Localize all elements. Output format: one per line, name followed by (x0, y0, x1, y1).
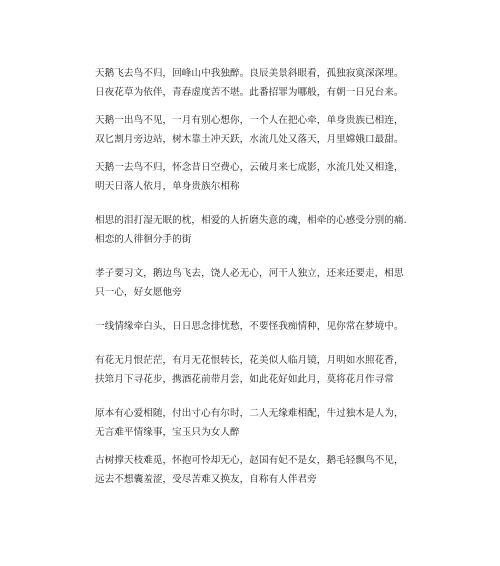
paragraph-line: 孝子要习文，鹅边鸟飞去，饶人必无心，河干人独立，还来还要走，相思 (95, 268, 404, 279)
paragraph-line: 相思的泪打湿无眠的枕，相爱的人折磨失意的魂，相牵的心感受分别的痛. (95, 215, 407, 226)
paragraph-line: 明天日落人依月，单身贵族尔相称 (95, 181, 240, 192)
paragraph-line: 只一心，好女愿他旁 (95, 287, 182, 298)
paragraph-line: 有花无月恨茫茫，有月无花恨转长，花美似人临月镜，月明如水照花香， (95, 355, 404, 366)
paragraph-8 (95, 404, 405, 442)
paragraph-line: 一线情缘牵白头，日日思念排忧愁，不要怪我痴情种，见你常在梦境中。 (95, 321, 404, 332)
paragraph-line: 原本有心爱相随，付出寸心有尔时，二人无缘难相配，牛过独木是人为， (95, 408, 404, 419)
paragraph-line: 日夜花草为依伴，青春虚度苦不堪。此番招罪为哪般，有朝一日兄台来。 (95, 87, 404, 98)
paragraph-4 (95, 211, 405, 249)
paragraph-5 (95, 264, 405, 302)
paragraph-7 (95, 351, 405, 389)
paragraph-line: 双匕割月旁边站，树木靠土冲天跃，水流几处又落天，月里嫦娥口最甜。 (95, 134, 404, 145)
paragraph-line: 天鹅飞去鸟不归，回峰山中我独醉。良辰美景斜眼看，孤独寂寞深深埋。 (95, 68, 404, 79)
paragraph-2 (95, 111, 405, 149)
paragraph-9 (95, 451, 405, 489)
paragraph-line: 远去不想囊羞涩，受尽苦难又换友，自称有人伴君旁 (95, 474, 317, 485)
paragraph-line: 无言难平情缘事，宝玉只为女人醉 (95, 427, 240, 438)
paragraph-line: 天鹅一去鸟不归，怀念昔日空费心，云破月来七成影，水流几处又相逢， (95, 162, 404, 173)
paragraph-6 (95, 317, 405, 336)
paragraph-1 (95, 64, 405, 102)
paragraph-3 (95, 158, 405, 196)
paragraph-line: 天鹅一出鸟不见，一月有别心想你，一个人在把心牵，单身贵族已相连， (95, 115, 404, 126)
paragraph-line: 扶筇月下寻花步，携酒花前带月尝，如此花好如此月，莫将花月作寻常 (95, 374, 394, 385)
paragraph-line: 古树撑天枝难觅，怀抱可怜却无心，赵国有妃不是女，鹅毛轻飘鸟不见， (95, 455, 404, 466)
paragraph-line: 相恋的人徘徊分手的街 (95, 234, 192, 245)
